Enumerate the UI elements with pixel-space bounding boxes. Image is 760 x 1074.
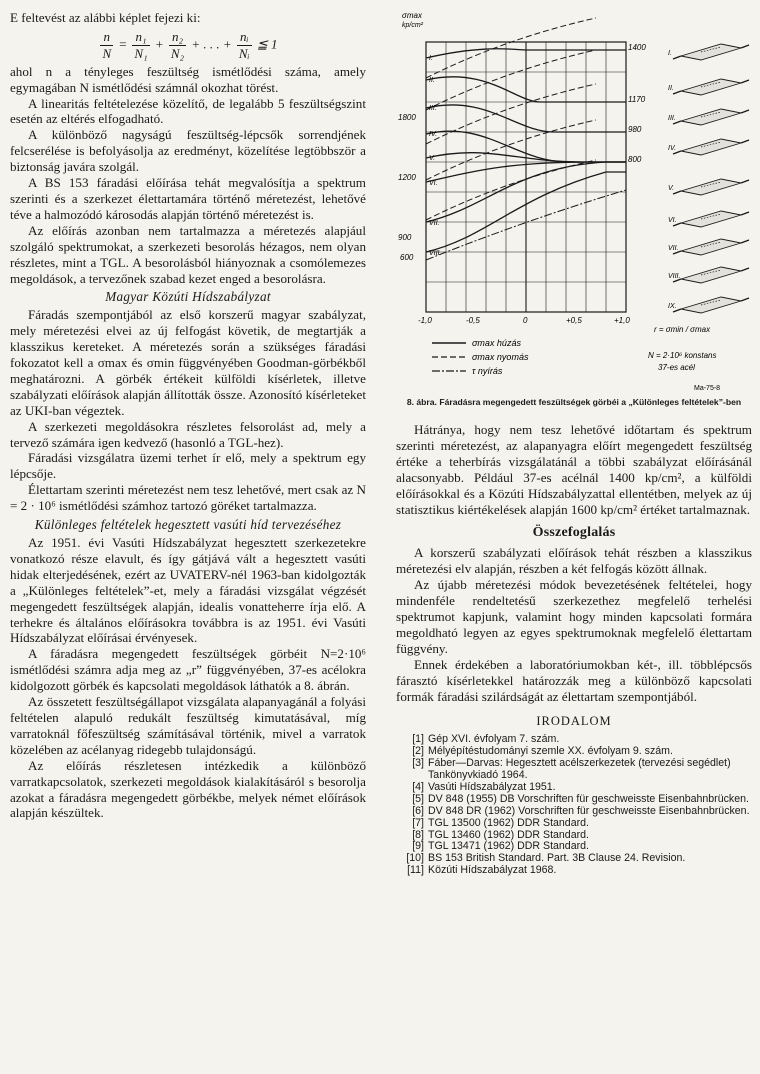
svg-text:III.: III. bbox=[668, 115, 676, 122]
joint-sketch bbox=[681, 297, 741, 313]
reference-text: DV 848 (1955) DB Vorschriften für geschweisste Eisenbahnbrücken. bbox=[428, 792, 749, 805]
joint-sketch bbox=[681, 79, 741, 95]
svg-text:I.: I. bbox=[429, 55, 433, 62]
x-tick: 0 bbox=[523, 316, 528, 325]
reference-text: TGL 13500 (1962) DDR Standard. bbox=[428, 816, 589, 829]
paragraph: Élettartam szerinti méretezést nem tesz lehetővé, mert csak az N = 2 · 10⁶ ismétlődési számhoz tartozó göréket tartalmazza. bbox=[10, 482, 366, 514]
joint-details bbox=[673, 44, 749, 313]
note: N = 2·10⁶ konstans bbox=[648, 351, 717, 360]
dashed-curve bbox=[426, 160, 596, 220]
paragraph: A linearitás feltételezése közelítő, de legalább 5 feszültségszint esetén az eltérés elfogadható. bbox=[10, 95, 366, 127]
dashed-curve bbox=[426, 50, 596, 110]
y-tick: 600 bbox=[400, 253, 414, 262]
force-arrow bbox=[741, 80, 749, 83]
svg-text:VIII.: VIII. bbox=[668, 273, 681, 280]
joint-sketch bbox=[681, 239, 741, 255]
reference-number: [2] bbox=[412, 745, 424, 758]
reference-item bbox=[396, 758, 752, 782]
right-value: 800 bbox=[628, 155, 642, 164]
force-arrow bbox=[741, 212, 749, 215]
svg-text:IV.: IV. bbox=[429, 131, 438, 138]
force-arrow bbox=[741, 240, 749, 243]
svg-text:VI.: VI. bbox=[429, 180, 438, 187]
reference-number: [4] bbox=[412, 780, 424, 793]
svg-text:V.: V. bbox=[668, 185, 675, 192]
note: 37-es acél bbox=[658, 363, 695, 372]
reference-item bbox=[396, 806, 752, 818]
figure-8 bbox=[396, 10, 752, 408]
reference-text: Gép XVI. évfolyam 7. szám. bbox=[428, 733, 560, 746]
force-arrow bbox=[741, 110, 749, 113]
y-tick: 1800 bbox=[398, 113, 416, 122]
force-arrow bbox=[741, 180, 749, 183]
reference-text: BS 153 British Standard. Part. 3B Clause 24. Revision. bbox=[428, 852, 686, 865]
joint-sketch bbox=[681, 179, 741, 195]
y-tick: 900 bbox=[398, 233, 412, 242]
paragraph: A különböző nagyságú feszültség-lépcsők sorrendjének felcserélése is befolyásolja az eredményt, közelítése legtöbbször a biztonság javára szolgál. bbox=[10, 127, 366, 175]
paragraph: A BS 153 fáradási előírása tehát megvalósítja a spektrum szerinti és a szerkezet élettartamára történő méretezést, lehetővé téve a halmozódó károsodás alapján történő méretezést is. bbox=[10, 175, 366, 222]
svg-text:III.: III. bbox=[429, 105, 437, 112]
x-tick: -0,5 bbox=[466, 316, 480, 325]
reference-text: DV 848 DR (1962) Vorschriften für geschweisste Eisenbahnbrücken. bbox=[428, 804, 750, 817]
joint-sketch bbox=[681, 109, 741, 125]
paragraph: Az 1951. évi Vasúti Hídszabályzat hegesztett szerkezetekre vonatkozó része elavult, és így gátjává vált a hegesztett vasúti hidak elterjedésének, ezért az UVATERV-nél 1963-ban kidolgozták a „Különleges feltételek”-et, mely a fáradási vizsgálat végzését megengedett feszültségek alapján, idealis vonatteherre írja elő. A terhekre és általános előírásokra továbbra is az 1951. évi Vasúti Hídszabályzat előírásai érvényesek. bbox=[10, 535, 366, 646]
reference-number: [8] bbox=[412, 828, 424, 841]
paragraph: Az összetett feszültségállapot vizsgálata alapanyagánál a folyási feltételen alapuló redukált feszültség kimutatásával, míg varratoknál főfeszültség számításával történik, mivel a varratok közelében az acélanyag ridegebb tulajdonságú. bbox=[10, 694, 366, 757]
svg-text:II.: II. bbox=[429, 77, 435, 84]
reference-text: Közúti Hídszabályzat 1968. bbox=[428, 864, 557, 877]
svg-text:I.: I. bbox=[668, 50, 672, 57]
svg-text:VII.: VII. bbox=[429, 220, 440, 227]
svg-text:V.: V. bbox=[429, 155, 436, 162]
reference-number: [3] bbox=[412, 757, 424, 770]
x-tick: +0,5 bbox=[566, 316, 582, 325]
paragraph: Fáradás szempontjából az első korszerű magyar szabályzat, mely méretezési elvei az új felfogást követik, de megtartják a klasszikus kereteket. A méretezés során a szükséges fáradási fokozatot kell a σmax és σmin függvényében Goodman-görbékből meghatározni. A görbék értékeit külföldi kísérletek, illetve szabályzati előírások alapján állították össze. Azonosító kísérleteket az UKI-ban végeztek. bbox=[10, 307, 366, 418]
reference-text: Mélyépítéstudományi szemle XX. évfolyam 9. szám. bbox=[428, 745, 673, 758]
legend-label: σmax nyomás bbox=[472, 352, 529, 362]
force-arrow bbox=[673, 56, 681, 59]
paragraph: Hátránya, hogy nem tesz lehetővé időtartam és spektrum szerinti méretezést, az alapanyagra előírt megengedett feszültség értéke a teherbírás vizsgálatánál a többi szabályzat előírásánál alacsonyabb. Például 37-es acélnál 1400 kp/cm², a külföldi előírásokkal és a Közúti Hídszabályzattal ellentétben, melyek az új statisztikus kiértékelések alapján 1600 kp/cm² értéket tartalmaznak. bbox=[396, 422, 752, 517]
joint-sketch bbox=[681, 211, 741, 227]
reference-number: [1] bbox=[412, 733, 424, 746]
right-value: 1400 bbox=[628, 43, 646, 52]
legend-label: σmax húzás bbox=[472, 338, 521, 348]
r-definition: r = σmin / σmax bbox=[654, 325, 711, 334]
force-arrow bbox=[741, 140, 749, 143]
svg-text:VIII.: VIII. bbox=[429, 250, 442, 257]
references-list bbox=[396, 734, 752, 877]
reference-number: [11] bbox=[407, 864, 424, 877]
force-arrow bbox=[741, 298, 749, 301]
y-tick: 1200 bbox=[398, 173, 416, 182]
paragraph: Az újabb méretezési módok bevezetésének feltételei, hogy mindenféle rendeltetésű szerkezethez megfelelő terhelési spektrumot kapjunk, valamint hogy minden kapcsolati formára megoldható legyen az egyes spektrumoknak megfelelő élettartam függvény. bbox=[396, 577, 752, 656]
reference-text: TGL 13471 (1962) DDR Standard. bbox=[428, 840, 589, 853]
reference-item bbox=[396, 818, 752, 830]
references-title: IRODALOM bbox=[536, 714, 612, 729]
paragraph: ahol n a tényleges feszültség ismétlődési száma, amely egymagában N ismétlődési számnál okozhat törést. bbox=[10, 63, 366, 95]
reference-number: [7] bbox=[412, 816, 424, 829]
paragraph: Ennek érdekében a laboratóriumokban két-, ill. többlépcsős fárasztó kísérletekkel határozzák meg a különböző kapcsolati formák fáradási szilárdságát az élettartam szempontjából. bbox=[396, 656, 752, 704]
svg-text:VI.: VI. bbox=[668, 217, 677, 224]
paragraph: A korszerű szabályzati előírások tehát részben a klasszikus méretezési elv alapján, részben a két felfogás között állnak. bbox=[396, 545, 752, 577]
reference-number: [9] bbox=[412, 840, 424, 853]
figure-caption: 8. ábra. Fáradásra megengedett feszültségek görbéi a „Különleges feltételek”-ben bbox=[406, 396, 742, 407]
y-axis-unit: kp/cm² bbox=[402, 22, 423, 29]
miner-formula: $\frac{n}{N}$ = $\frac{\text{n₁}}{\text{N₁}}$ + $\frac{\text{n₂}}{\text{N₂}}$ + . . . + $\frac{\text{nᵢ}}{\text{Nᵢ}}$ ≦ 1 bbox=[102, 28, 278, 61]
svg-text:IV.: IV. bbox=[668, 145, 677, 152]
joint-sketch bbox=[681, 267, 741, 283]
reference-item bbox=[396, 865, 752, 877]
reference-number: [5] bbox=[412, 792, 424, 805]
stamp: Ma-75-8 bbox=[694, 385, 721, 392]
svg-text:IX.: IX. bbox=[668, 303, 677, 310]
paragraph: Fáradási vizsgálatra üzemi terhet ír elő, mely a spektrum egy lépcsője. bbox=[10, 450, 366, 482]
section-heading: Különleges feltételek hegesztett vasúti híd tervezéséhez bbox=[34, 517, 342, 533]
reference-item bbox=[396, 794, 752, 806]
intro-text: E feltevést az alábbi képlet fejezi ki: bbox=[10, 10, 201, 25]
x-tick: -1,0 bbox=[418, 316, 432, 325]
x-tick: +1,0 bbox=[614, 316, 630, 325]
force-arrow bbox=[741, 45, 749, 48]
svg-text:II.: II. bbox=[668, 85, 674, 92]
fatigue-curves-figure bbox=[396, 10, 752, 395]
left-column bbox=[10, 10, 366, 821]
dashed-curve bbox=[426, 84, 596, 144]
grid bbox=[426, 42, 626, 312]
right-value: 1170 bbox=[628, 95, 646, 104]
reference-number: [10] bbox=[406, 852, 424, 865]
reference-text: Vasúti Hídszabályzat 1951. bbox=[428, 780, 556, 793]
force-arrow bbox=[673, 91, 681, 94]
joint-sketch bbox=[681, 139, 741, 155]
force-arrow bbox=[673, 191, 681, 194]
paragraph: A szerkezeti megoldásokra részletes felsorolást ad, mely a tervező számára igen kedvező (hasonló a TGL-hez). bbox=[10, 418, 366, 450]
y-axis-symbol: σmax bbox=[402, 11, 422, 20]
right-value: 980 bbox=[628, 125, 642, 134]
paragraph: A fáradásra megengedett feszültségek görbéit N=2·10⁶ ismétlődési számra adja meg az „r” függvényében, 37-es acélokra kidolgozott görbék és kapcsolati megoldások láthatók a 8. ábrán. bbox=[10, 646, 366, 694]
paragraph: Az előírás azonban nem tartalmazza a méretezés alapjául szolgáló spektrumokat, a szerkezeti besorolás hézagos, nem olyan részletes, mint a TGL. A besorolásból hiányoznak a csomólemezes megoldások, a tervezőnek szabad kezet enged a besorolásra. bbox=[10, 222, 366, 286]
section-heading: Összefoglalás bbox=[532, 525, 616, 541]
paragraph: Az előírás részletesen intézkedik a különböző varratkapcsolatok, szerkezeti megoldások kialakításáról s besorolja azokat a fáradásra megengedett görbékbe, melyek német előírások alapján készültek. bbox=[10, 757, 366, 821]
dashed-curve bbox=[426, 18, 596, 78]
dashed-curve bbox=[426, 120, 596, 180]
joint-sketch bbox=[681, 44, 741, 60]
reference-text: Fáber—Darvas: Hegesztett acélszerkezetek (tervezési segédlet) Tankönyvkiadó 1964. bbox=[428, 757, 731, 782]
force-arrow bbox=[741, 268, 749, 271]
svg-text:VII.: VII. bbox=[668, 245, 679, 252]
legend-label: τ nyírás bbox=[472, 366, 503, 376]
reference-number: [6] bbox=[412, 804, 424, 817]
reference-text: TGL 13460 (1962) DDR Standard. bbox=[428, 828, 589, 841]
section-heading: Magyar Közúti Hídszabályzat bbox=[105, 289, 271, 305]
right-column bbox=[396, 10, 752, 877]
